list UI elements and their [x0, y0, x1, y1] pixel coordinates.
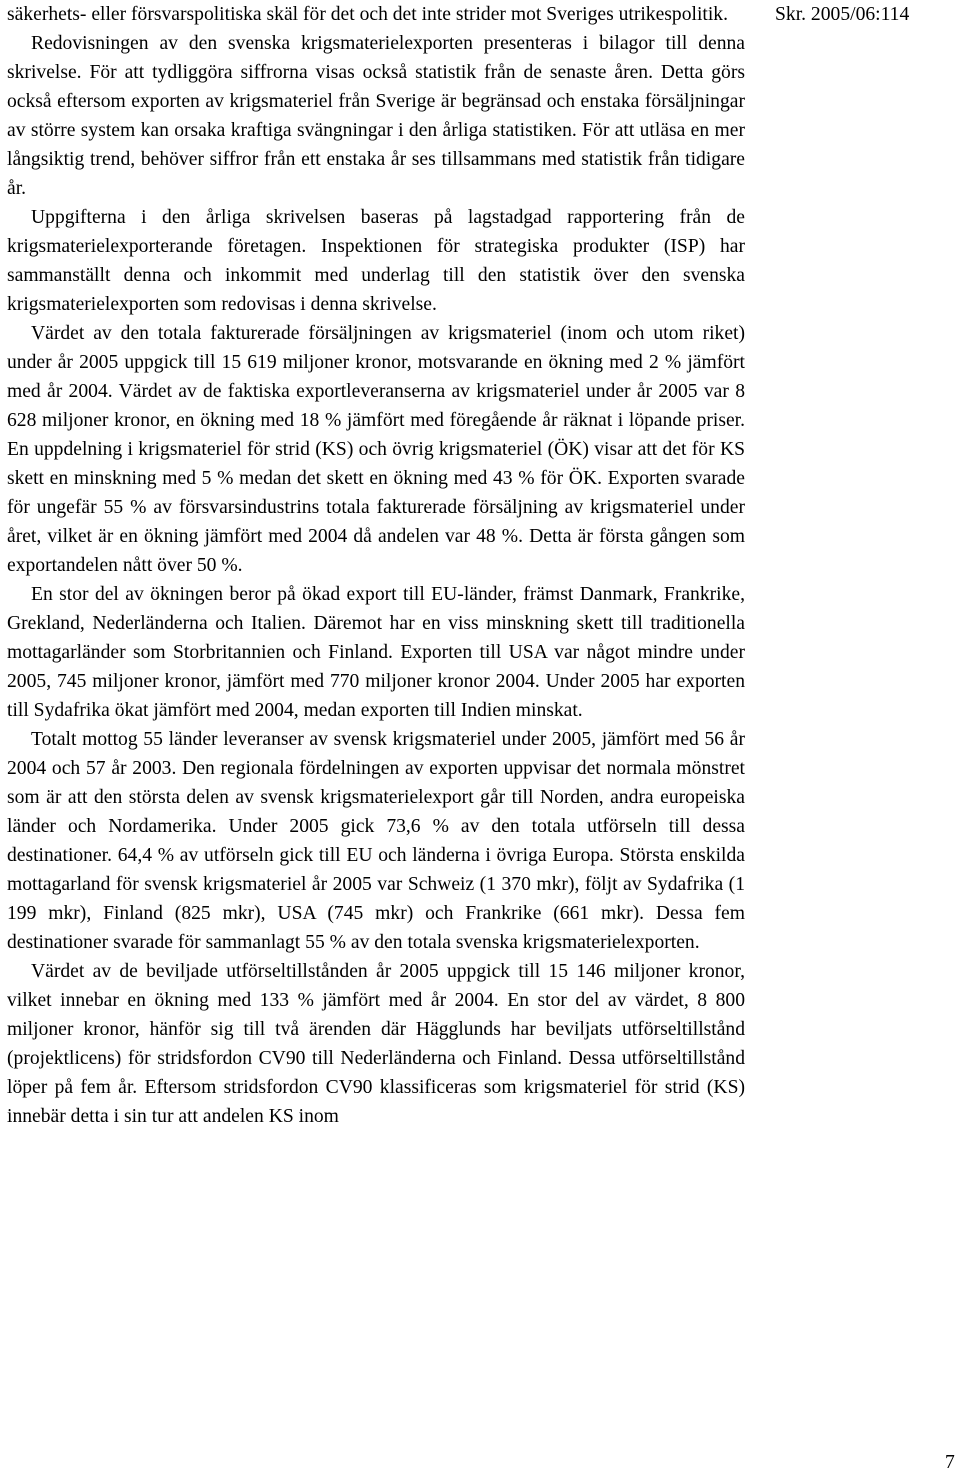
paragraph-5: En stor del av ökningen beror på ökad export till EU-länder, främst Danmark, Frankrike, Grekland, Nederländerna och Italien. Däremot har en viss minskning skett till traditionella mottagarländer som Storbritannien och Finland. Exporten till USA var något mindre under 2005, 745 miljoner kronor, jämfört med 770 miljoner kronor 2004. Under 2005 har exporten till Sydafrika ökat jämfört med 2004, medan exporten till Indien minskat. — [7, 584, 745, 721]
body-text — [7, 0, 745, 1131]
paragraph-1: säkerhets- eller försvarspolitiska skäl för det och det inte strider mot Sveriges utrikespolitik. — [7, 4, 728, 25]
paragraph-6: Totalt mottog 55 länder leveranser av svensk krigsmateriel under 2005, jämfört med 56 år 2004 och 57 år 2003. Den regionala fördelningen av exporten uppvisar det normala mönstret som är att den största delen av svensk krigsmaterielexport går till Norden, andra europeiska länder och Nordamerika. Under 2005 gick 73,6 % av den totala utförseln till dessa destinationer. 64,4 % av utförseln gick till EU och länderna i övriga Europa. Största enskilda mottagarland för svensk krigsmateriel år 2005 var Schweiz (1 370 mkr), följt av Sydafrika (1 199 mkr), Finland (825 mkr), USA (745 mkr) och Frankrike (661 mkr). Dessa fem destinationer svarade för sammanlagt 55 % av den totala svenska krigsmaterielexporten. — [7, 729, 745, 953]
page-number: 7 — [945, 1452, 955, 1473]
paragraph-2: Redovisningen av den svenska krigsmaterielexporten presenteras i bilagor till denna skrivelse. För att tydliggöra siffrorna visas också statistik från de senaste åren. Detta görs också eftersom exporten av krigsmateriel från Sverige är begränsad och enstaka försäljningar av större system kan orsaka kraftiga svängningar i den årliga statistiken. För att utläsa en mer långsiktig trend, behöver siffror från ett enstaka år ses tillsammans med statistik från tidigare år. — [7, 33, 745, 199]
paragraph-3: Uppgifterna i den årliga skrivelsen baseras på lagstadgad rapportering från de krigsmaterielexporterande företagen. Inspektionen för strategiska produkter (ISP) har sammanställt denna och inkommit med underlag till den statistik över den svenska krigsmaterielexporten som redovisas i denna skrivelse. — [7, 207, 745, 315]
paragraph-7: Värdet av de beviljade utförseltillstånden år 2005 uppgick till 15 146 miljoner kronor, vilket innebar en ökning med 133 % jämfört med år 2004. En stor del av värdet, 8 800 miljoner kronor, hänför sig till två ärenden där Hägglunds har beviljats utförseltillstånd (projektlicens) för stridsfordon CV90 till Nederländerna och Finland. Dessa utförseltillstånd löper på fem år. Eftersom stridsfordon CV90 klassificeras som krigsmateriel för strid (KS) innebär detta i sin tur att andelen KS inom — [7, 961, 745, 1127]
paragraph-4: Värdet av den totala fakturerade försäljningen av krigsmateriel (inom och utom riket) under år 2005 uppgick till 15 619 miljoner kronor, motsvarande en ökning med 2 % jämfört med år 2004. Värdet av de faktiska exportleveranserna av krigsmateriel under år 2005 var 8 628 miljoner kronor, en ökning med 18 % jämfört med föregående år räknat i löpande priser. En uppdelning i krigsmateriel för strid (KS) och övrig krigsmateriel (ÖK) visar att det för KS skett en minskning med 5 % medan det skett en ökning med 43 % för ÖK. Exporten svarade för ungefär 55 % av försvarsindustrins totala fakturerade försäljning av krigsmateriel under året, vilket är en ökning jämfört med 2004 då andelen var 48 %. Detta är första gången som exportandelen nått över 50 %. — [7, 323, 745, 576]
document-reference: Skr. 2005/06:114 — [775, 4, 910, 25]
